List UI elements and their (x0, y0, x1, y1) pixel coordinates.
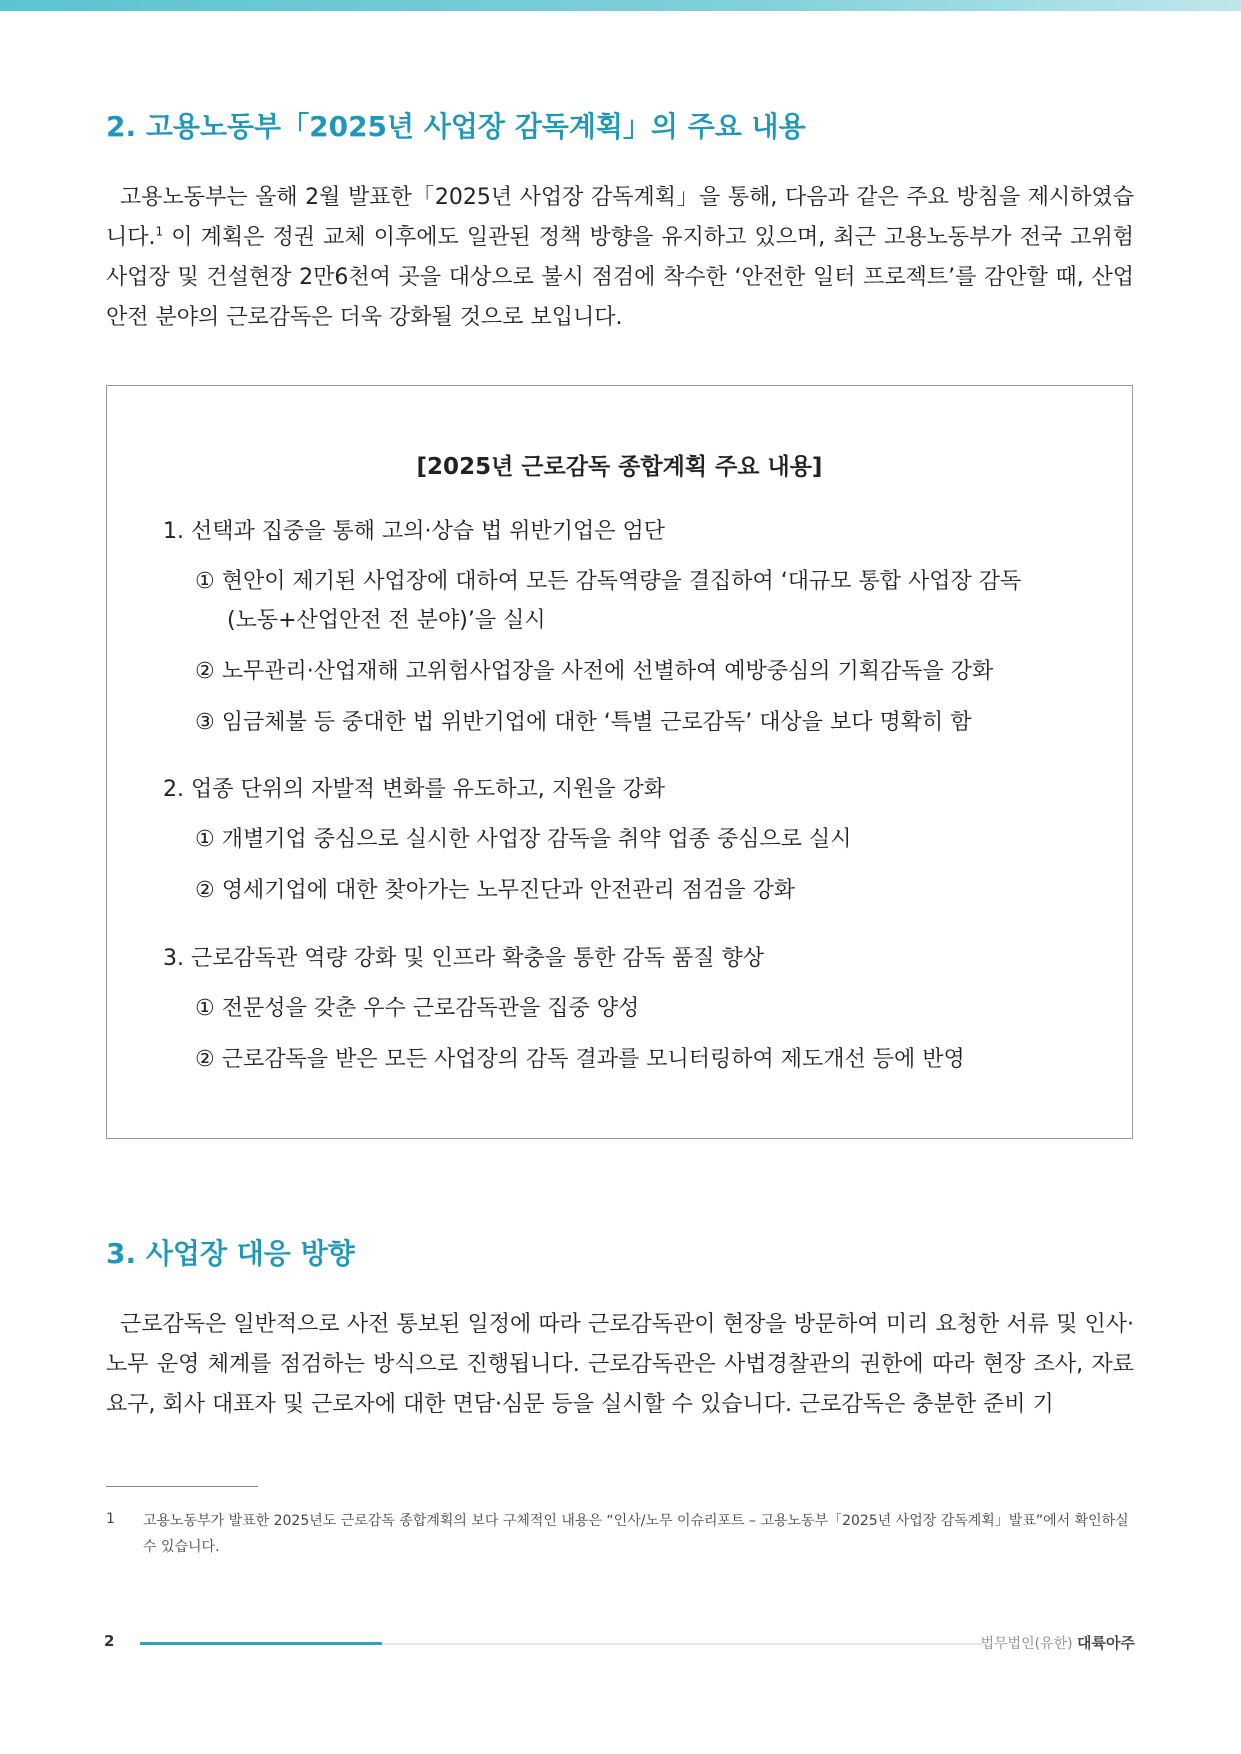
top-accent-bar (0, 0, 1241, 11)
footnote-ref[interactable]: 1 (155, 224, 164, 239)
section-3-paragraph: 근로감독은 일반적으로 사전 통보된 일정에 따라 근로감독관이 현장을 방문하여 미리 요청한 서류 및 인사·노무 운영 체계를 점검하는 방식으로 진행됩니다. 근로감독관은 사법경찰관의 권한에 따라 현장 조사, 자료 요구, 회사 대표자 및 근로자에 대한 면담·심문 등을 실시할 수 있습니다. 근로감독은 충분한 준비 기 (106, 1312, 1134, 1417)
section-2-paragraph (106, 178, 1134, 338)
list-item-1-1: ① 현안이 제기된 사업장에 대하여 모든 감독역량을 결집하여 ‘대규모 통합 사업장 감독 (195, 569, 1022, 594)
section-3-heading: 3. 사업장 대응 방향 (106, 1237, 355, 1270)
section-2-heading: 2. 고용노동부「2025년 사업장 감독계획」의 주요 내용 (106, 110, 806, 143)
footnote-text: 고용노동부가 발표한 2025년도 근로감독 종합계획의 보다 구체적인 내용은 “인사/노무 이슈리포트 – 고용노동부「2025년 사업장 감독계획」발표”에서 확인하실 수 있습니다. (143, 1513, 1129, 1555)
footer-brand (981, 1632, 1136, 1653)
section-2-paragraph-a: 고용노동부는 올해 2월 발표한「2025년 사업장 감독계획」을 통해, 다음과 같은 주요 방침을 제시하였습니다. (106, 185, 1134, 250)
list-item-1: 1. 선택과 집중을 통해 고의·상습 법 위반기업은 엄단 (163, 519, 665, 544)
page-number: 2 (104, 1632, 115, 1650)
list-item-1-2: ② 노무관리·산업재해 고위험사업장을 사전에 선별하여 예방중심의 기획감독을 강화 (195, 659, 994, 684)
firm-name: 대륙아주 (1077, 1634, 1135, 1652)
footer-rule-accent (140, 1642, 382, 1645)
plan-summary-box (106, 385, 1133, 1139)
list-item-2-2: ② 영세기업에 대한 찾아가는 노무진단과 안전관리 점검을 강화 (195, 878, 795, 903)
list-item-3: 3. 근로감독관 역량 강화 및 인프라 확충을 통한 감독 품질 향상 (163, 946, 764, 971)
firm-prefix: 법무법인(유한) (980, 1636, 1073, 1652)
list-item-3-2: ② 근로감독을 받은 모든 사업장의 감독 결과를 모니터링하여 제도개선 등에 반영 (195, 1047, 965, 1072)
list-item-2-1: ① 개별기업 중심으로 실시한 사업장 감독을 취약 업종 중심으로 실시 (195, 827, 852, 852)
list-item-1-3: ③ 임금체불 등 중대한 법 위반기업에 대한 ‘특별 근로감독’ 대상을 보다 명확히 함 (195, 710, 972, 735)
footnote-divider (106, 1486, 258, 1487)
list-item-2: 2. 업종 단위의 자발적 변화를 유도하고, 지원을 강화 (163, 777, 665, 802)
box-title: [2025년 근로감독 종합계획 주요 내용] (416, 454, 823, 480)
list-item-1-1-cont: (노동+산업안전 전 분야)’을 실시 (227, 608, 546, 633)
list-item-3-1: ① 전문성을 갖춘 우수 근로감독관을 집중 양성 (195, 996, 640, 1021)
section-2-paragraph-b: 이 계획은 정권 교체 이후에도 일관된 정책 방향을 유지하고 있으며, 최근 고용노동부가 전국 고위험 사업장 및 건설현장 2만6천여 곳을 대상으로 불시 점검에 착수한 ‘안전한 일터 프로젝트’를 감안할 때, 산업안전 분야의 근로감독은 더욱 강화될 것으로 보입니다. (106, 225, 1134, 330)
footnote-number: 1 (106, 1511, 115, 1527)
